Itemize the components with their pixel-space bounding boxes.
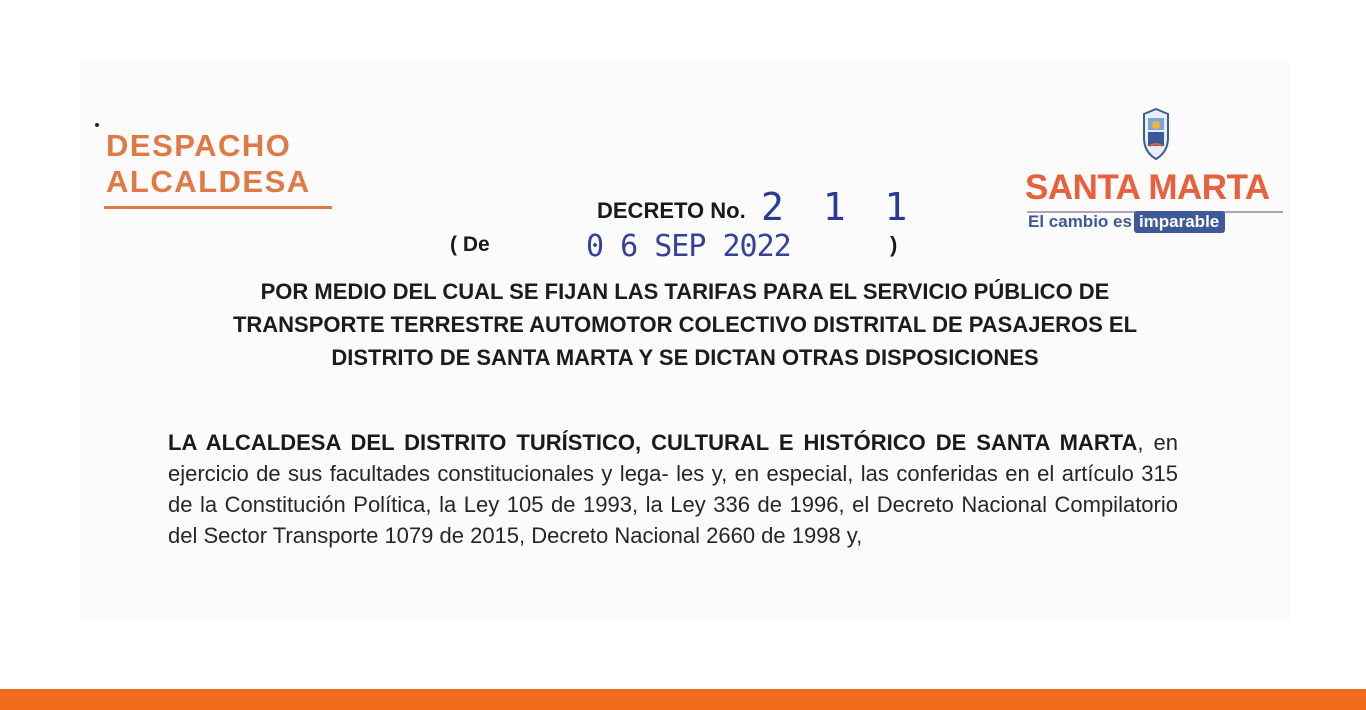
logo-tagline — [1028, 212, 1225, 232]
date-suffix: ) — [890, 232, 898, 257]
bottom-accent-bar — [0, 689, 1366, 710]
office-line-2: ALCALDESA — [106, 164, 311, 199]
subject-line-2: TRANSPORTE TERRESTRE AUTOMOTOR COLECTIVO DISTRITAL DE PASAJEROS EL — [232, 312, 1138, 337]
subject-line-1: POR MEDIO DEL CUAL SE FIJAN LAS TARIFAS PARA EL SERVICIO PÚBLICO DE — [260, 279, 1110, 304]
coat-of-arms-icon — [1141, 108, 1171, 160]
preamble-text: , en ejercicio de sus facultades constitucionales y lega- les y, en especial, las conferidas en el artículo 315 de la Constitución Política, la Ley 105 de 1993, la Ley 336 de 1996, el Decreto Nacional Compilatorio del Sector Transporte 1079 de 2015, Decreto Nacional 2660 de 1998 y, — [168, 430, 1178, 548]
decree-number-stamp: 2 1 1 — [761, 185, 916, 229]
date-prefix: ( De — [450, 233, 490, 256]
logo-city-name: SANTA MARTA — [1025, 168, 1270, 207]
office-underline — [104, 206, 332, 209]
decree-label: DECRETO No. — [597, 198, 746, 223]
santa-marta-logo — [1022, 108, 1287, 240]
decree-subject — [190, 275, 1180, 374]
scan-speck — [95, 123, 99, 127]
logo-tagline-text: El cambio es — [1028, 212, 1132, 231]
subject-line-3: DISTRITO DE SANTA MARTA Y SE DICTAN OTRAS DISPOSICIONES — [331, 345, 1039, 370]
date-stamp: 0 6 SEP 2022 — [586, 229, 791, 264]
office-heading — [106, 128, 311, 200]
logo-tagline-highlight: imparable — [1134, 211, 1225, 233]
preamble-paragraph — [168, 427, 1178, 551]
office-line-1: DESPACHO — [106, 128, 292, 163]
authority-title: LA ALCALDESA DEL DISTRITO TURÍSTICO, CULTURAL E HISTÓRICO DE SANTA MARTA — [168, 430, 1138, 455]
